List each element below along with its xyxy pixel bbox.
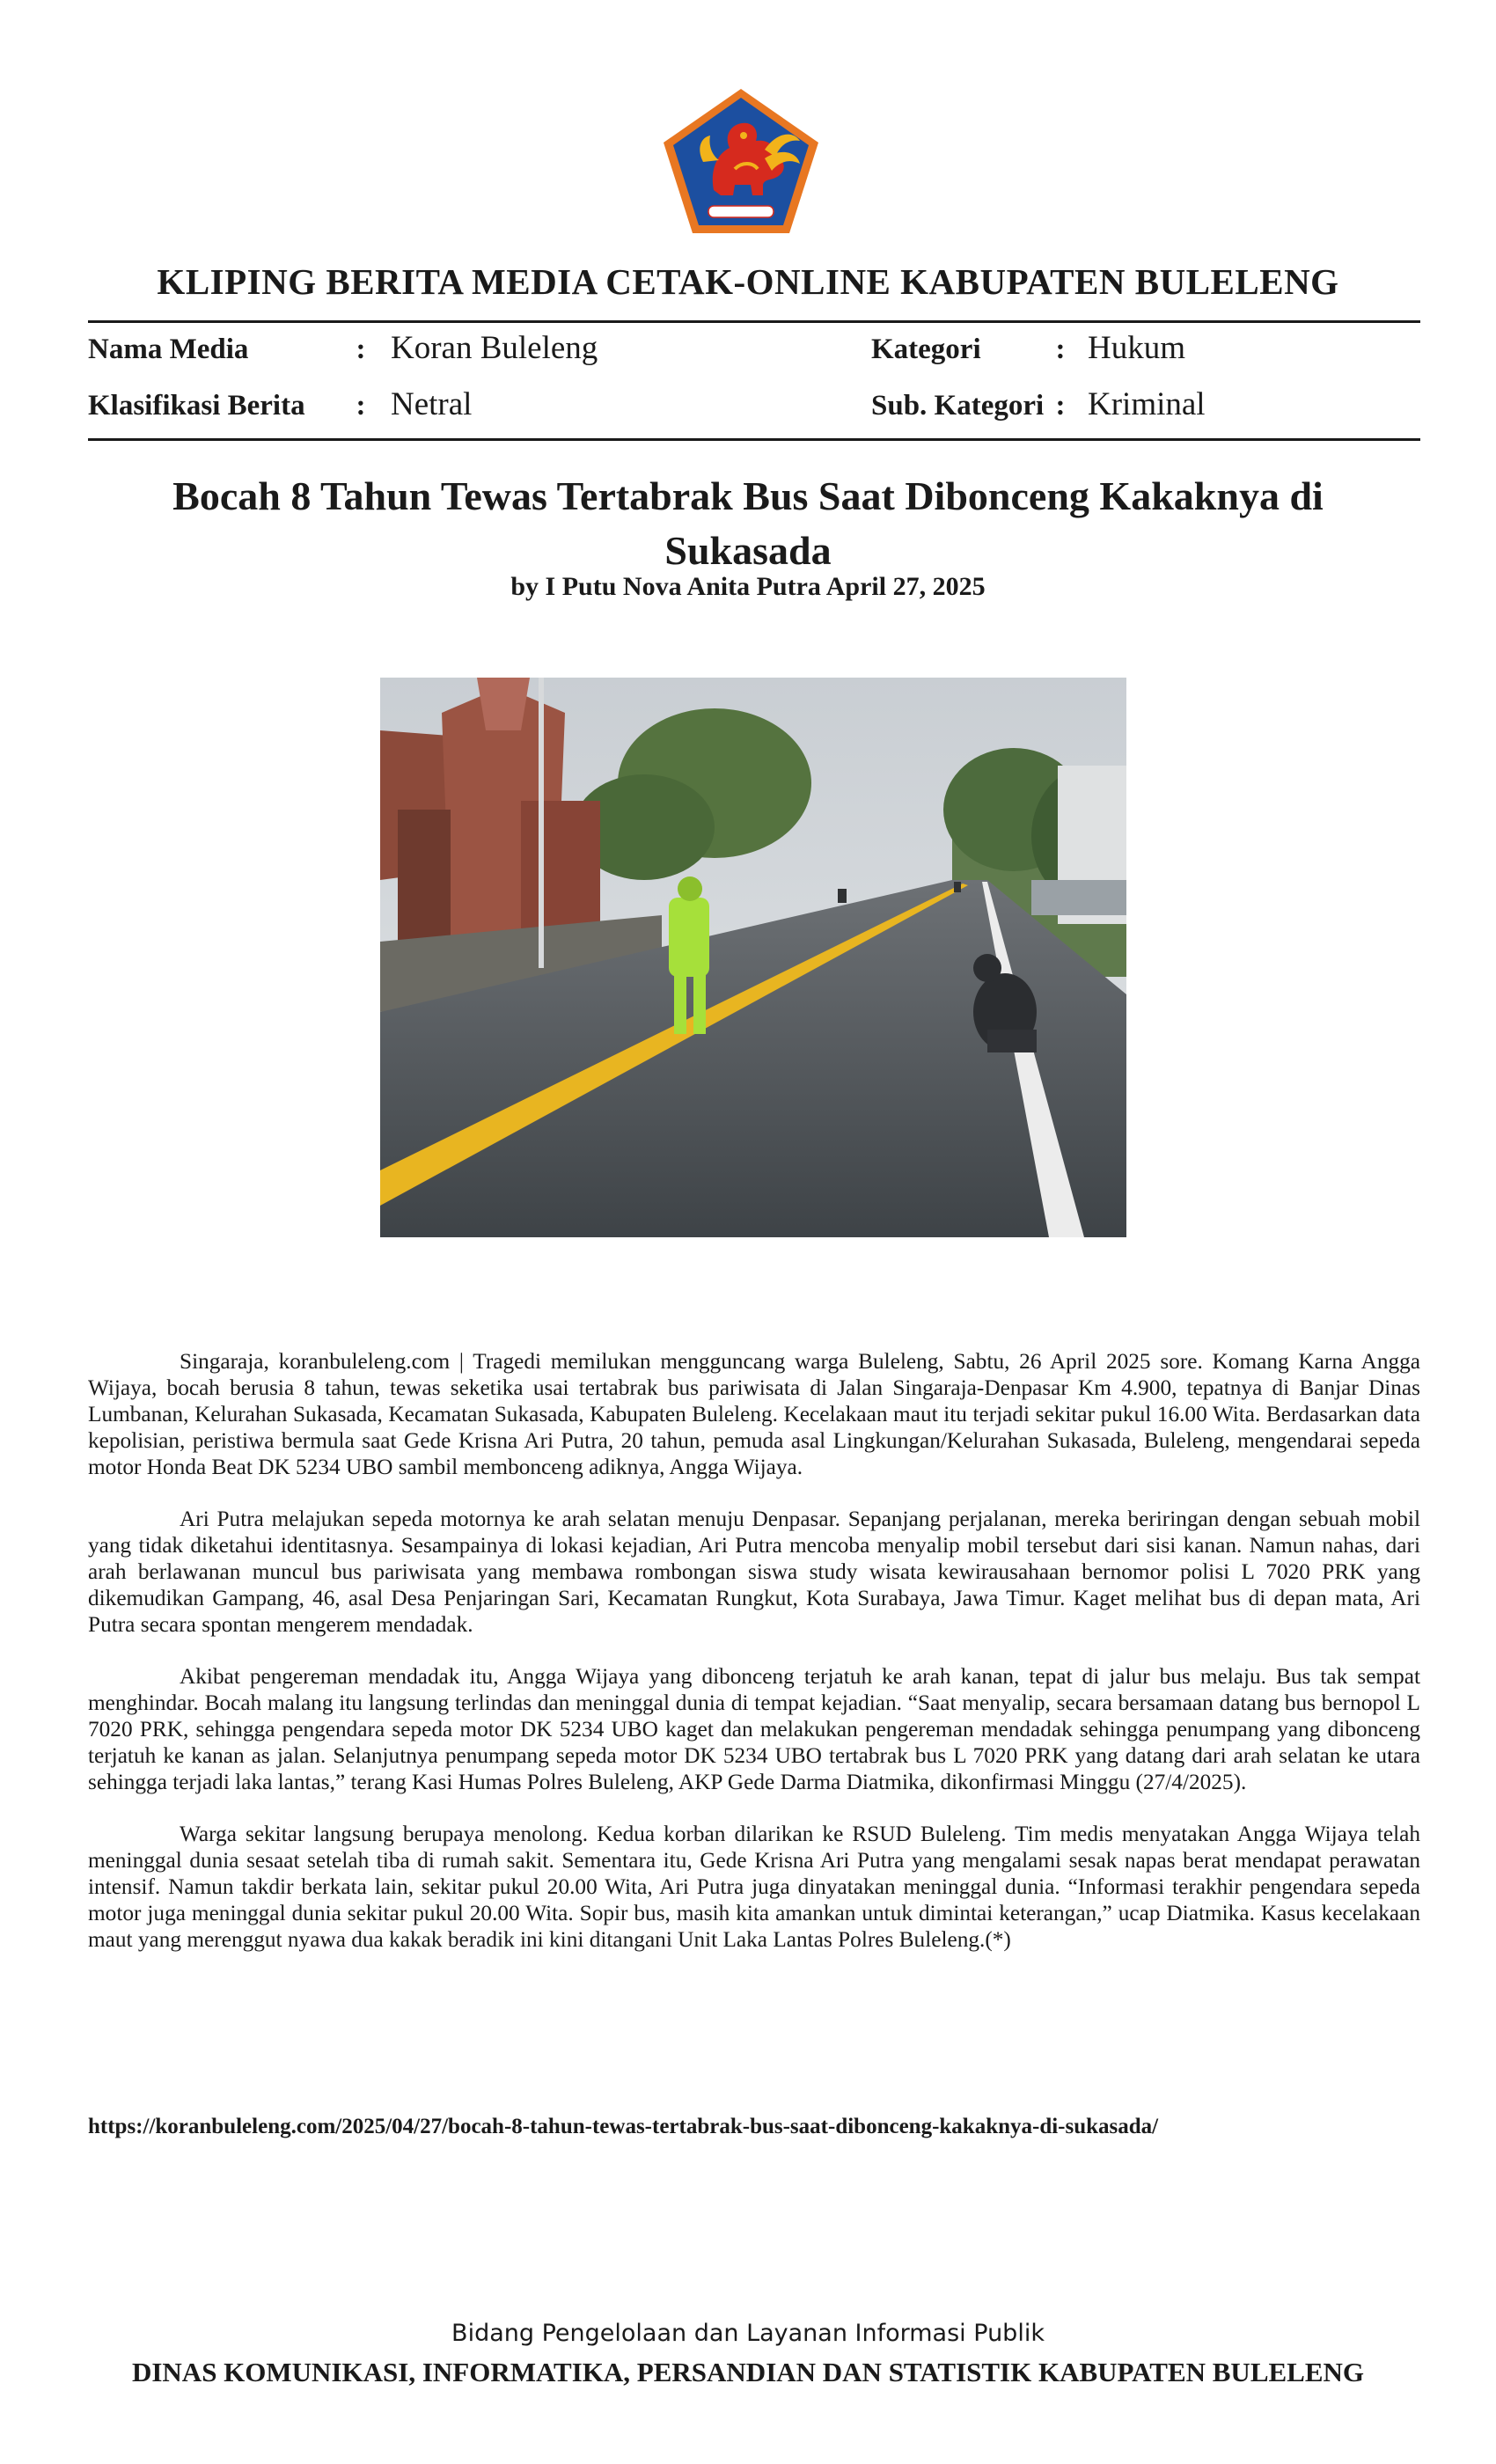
meta-separator: : [1055, 390, 1066, 422]
article-body [88, 1348, 1420, 1978]
article-paragraph: Akibat pengereman mendadak itu, Angga Wijaya yang dibonceng terjatuh ke arah kanan, tepat di jalur bus melaju. Bus tak sempat menghindar. Bocah malang itu langsung terlindas dan meninggal dunia di tempat kejadian. “Saat menyalip, secara bersamaan datang bus bernopol L 7020 PRK, sehingga pengendara sepeda motor DK 5234 UBO kaget dan melakukan pengereman mendadak sehingga penumpang yang dibonceng terjatuh ke kanan as jalan. Selanjutnya penumpang sepeda motor DK 5234 UBO tertabrak bus L 7020 PRK yang datang dari arah selatan ke utara sehingga terjadi laka lantas,” terang Kasi Humas Polres Buleleng, AKP Gede Darma Diatmika, dikonfirmasi Minggu (27/4/2025). [88, 1664, 1420, 1794]
meta-klasifikasi [88, 387, 472, 423]
source-url[interactable]: https://koranbuleleng.com/2025/04/27/bocah-8-tahun-tewas-tertabrak-bus-saat-dibonceng-kakaknya-di-sukasada/ [88, 2115, 1159, 2138]
meta-value: Hukum [1088, 330, 1185, 366]
meta-label: Nama Media [88, 334, 249, 365]
buleleng-crest-icon [661, 86, 821, 236]
meta-nama-media [88, 331, 598, 367]
meta-separator: : [1055, 334, 1066, 365]
meta-label: Klasifikasi Berita [88, 390, 305, 422]
meta-separator: : [356, 334, 366, 365]
meta-separator: : [356, 390, 366, 422]
meta-value: Kriminal [1088, 386, 1206, 422]
article-paragraph: Singaraja, koranbuleleng.com | Tragedi memilukan mengguncang warga Buleleng, Sabtu, 26 April 2025 sore. Komang Karna Angga Wijaya, bocah berusia 8 tahun, tewas seketika usai tertabrak bus pariwisata di Jalan Singaraja-Denpasar Km 4.900, tepatnya di Banjar Dinas Lumbanan, Kelurahan Sukasada, Kecamatan Sukasada, Kabupaten Buleleng. Kecelakaan maut itu terjadi sekitar pukul 16.00 Wita. Berdasarkan data kepolisian, peristiwa bermula saat Gede Krisna Ari Putra, 20 tahun, pemuda asal Lingkungan/Kelurahan Sukasada, Buleleng, mengendarai sepeda motor Honda Beat DK 5234 UBO sambil membonceng adiknya, Angga Wijaya. [88, 1349, 1420, 1479]
document-header-title: KLIPING BERITA MEDIA CETAK-ONLINE KABUPATEN BULELENG [157, 261, 1339, 302]
article-paragraph: Ari Putra melajukan sepeda motornya ke arah selatan menuju Denpasar. Sepanjang perjalanan, mereka beriringan dengan sebuah mobil yang tidak diketahui identitasnya. Sesampainya di lokasi kejadian, Ari Putra mencoba menyalip mobil tersebut dari sisi kanan. Namun nahas, dari arah berlawanan muncul bus pariwisata yang membawa rombongan siswa study wisata kewirausahaan bernomor polisi L 7020 PRK yang dikemudikan Gampang, 46, asal Desa Penjaringan Sari, Kecamatan Rungkut, Kota Surabaya, Jawa Timur. Kaget melihat bus di depan mata, Ari Putra secara spontan mengerem mendadak. [88, 1507, 1420, 1637]
meta-label: Sub. Kategori [871, 390, 1045, 422]
meta-label: Kategori [871, 334, 981, 365]
header-divider [88, 320, 1420, 323]
meta-divider [88, 438, 1420, 441]
footer-agency: DINAS KOMUNIKASI, INFORMATIKA, PERSANDIAN DAN STATISTIK KABUPATEN BULELENG [131, 2357, 1365, 2387]
accident-scene-photo [380, 678, 1126, 1237]
article-paragraph: Warga sekitar langsung berupaya menolong. Kedua korban dilarikan ke RSUD Buleleng. Tim medis menyatakan Angga Wijaya telah meninggal dunia sesaat setelah tiba di rumah sakit. Sementara itu, Gede Krisna Ari Putra yang mengalami sesak napas berat mendapat perawatan intensif. Namun takdir berkata lain, sekitar pukul 20.00 Wita, Ari Putra juga dinyatakan meninggal dunia. “Informasi terakhir pengendara sepeda motor juga meninggal dunia sekitar pukul 20.00 Wita. Sopir bus, masih kita amankan untuk dimintai keterangan,” ucap Diatmika. Kasus kecelakaan maut yang merenggut nyawa dua kakak beradik ini kini ditangani Unit Laka Lantas Polres Buleleng.(*) [88, 1822, 1420, 1952]
meta-kategori [871, 331, 1185, 367]
article-title: Bocah 8 Tahun Tewas Tertabrak Bus Saat Dibonceng Kakaknya di Sukasada [172, 473, 1324, 573]
article-byline: by I Putu Nova Anita Putra April 27, 2025 [510, 572, 986, 601]
meta-sub-kategori [871, 387, 1206, 423]
meta-value: Netral [391, 386, 473, 422]
footer-department: Bidang Pengelolaan dan Layanan Informasi Publik [451, 2320, 1045, 2347]
meta-value: Koran Buleleng [391, 330, 598, 366]
